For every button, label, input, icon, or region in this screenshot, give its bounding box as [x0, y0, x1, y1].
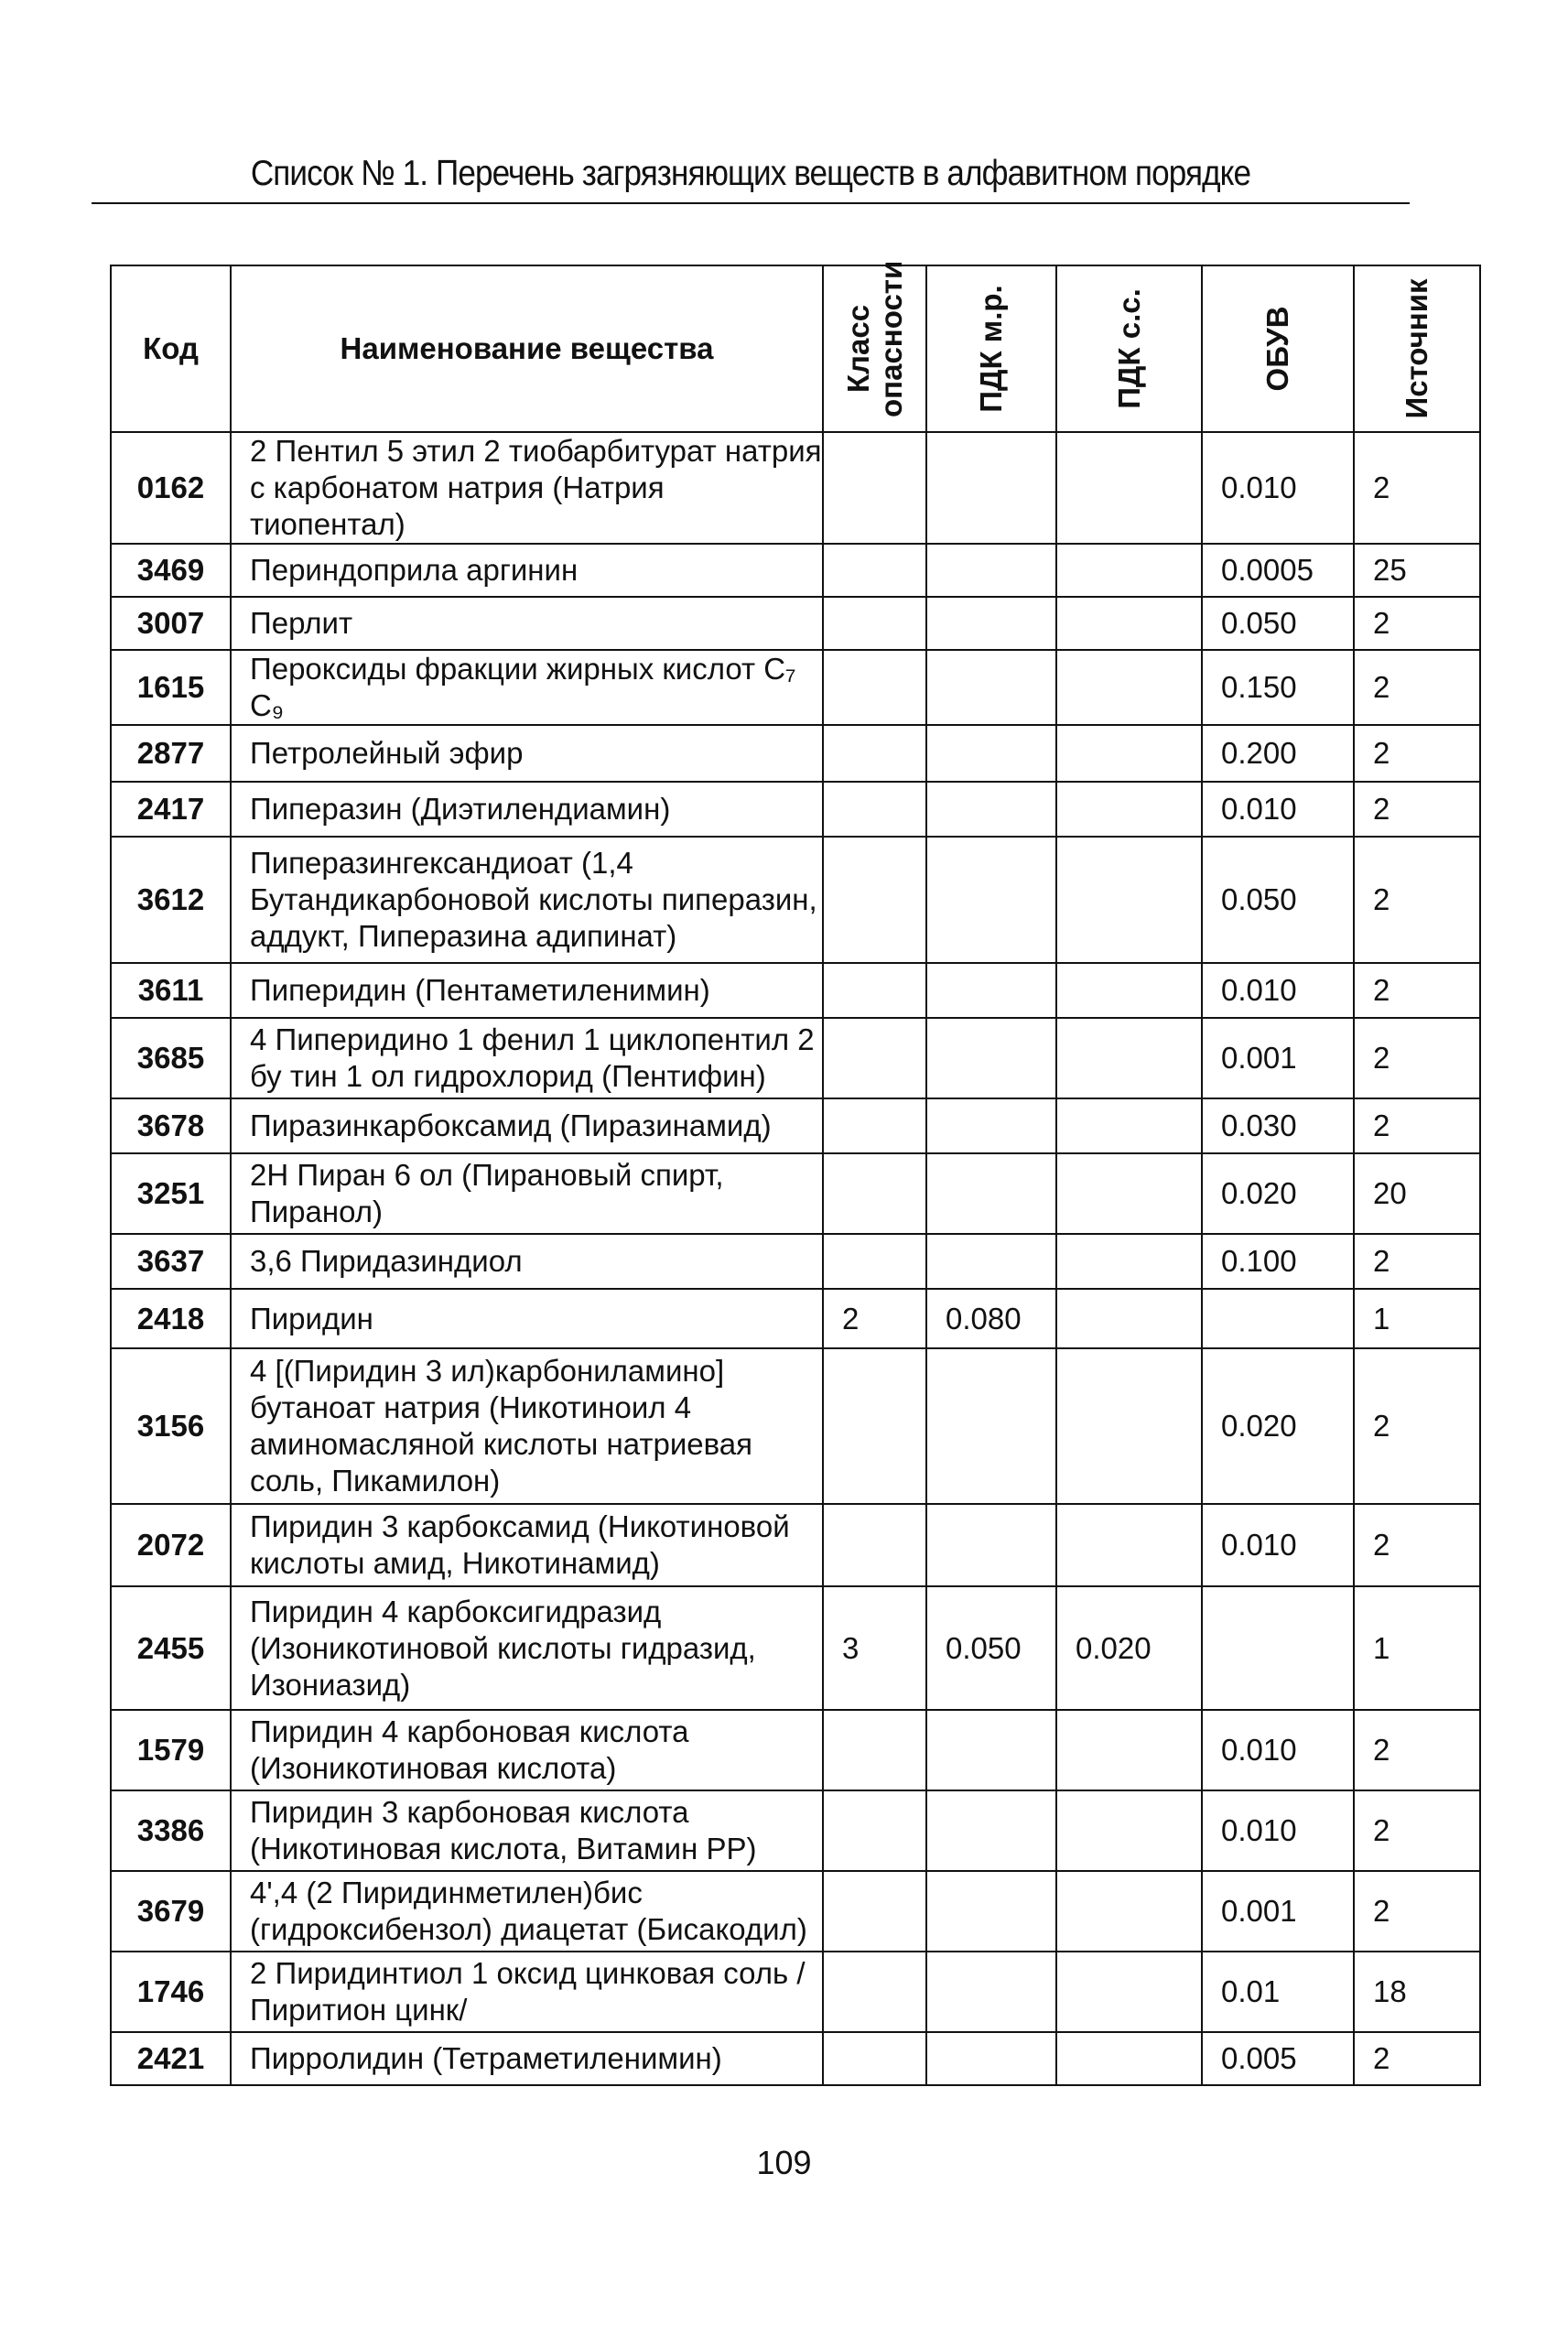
cell-code: 3386 — [111, 1790, 231, 1871]
cell-pdk-mr — [926, 1790, 1056, 1871]
cell-name: Пиридин 4 карбоновая кислота (Изоникотиновая кислота) — [231, 1710, 823, 1790]
cell-source: 1 — [1354, 1289, 1480, 1348]
table-row — [111, 1586, 1480, 1710]
cell-pdk-mr — [926, 1018, 1056, 1098]
cell-source: 2 — [1354, 1018, 1480, 1098]
cell-code: 2418 — [111, 1289, 231, 1348]
cell-code: 3611 — [111, 963, 231, 1018]
cell-hazard-class — [823, 1348, 926, 1504]
table-row — [111, 1234, 1480, 1289]
cell-source: 20 — [1354, 1153, 1480, 1234]
cell-code: 3251 — [111, 1153, 231, 1234]
cell-pdk-ss — [1056, 2032, 1202, 2085]
cell-pdk-mr — [926, 432, 1056, 544]
cell-name: Пиразинкарбоксамид (Пиразинамид) — [231, 1098, 823, 1153]
cell-code: 2421 — [111, 2032, 231, 2085]
cell-pdk-ss — [1056, 1018, 1202, 1098]
cell-code: 3612 — [111, 837, 231, 963]
table-row — [111, 1098, 1480, 1153]
cell-pdk-mr — [926, 650, 1056, 725]
table-row — [111, 963, 1480, 1018]
table-row — [111, 1504, 1480, 1586]
cell-pdk-mr — [926, 782, 1056, 837]
cell-pdk-ss: 0.020 — [1056, 1586, 1202, 1710]
page-number: 109 — [756, 2144, 812, 2181]
cell-hazard-class — [823, 1871, 926, 1952]
cell-source: 2 — [1354, 1504, 1480, 1586]
cell-pdk-ss — [1056, 432, 1202, 544]
cell-obuv: 0.100 — [1202, 1234, 1354, 1289]
header-source — [1354, 265, 1480, 432]
table-row — [111, 1952, 1480, 2032]
cell-pdk-ss — [1056, 650, 1202, 725]
cell-name: Пиридин 3 карбоксамид (Никотиновой кислоты амид, Никотинамид) — [231, 1504, 823, 1586]
cell-name: Пиперазингександиоат (1,4 Бутандикарбоновой кислоты пиперазин, аддукт, Пиперазина адипинат) — [231, 837, 823, 963]
table-row — [111, 782, 1480, 837]
header-obuv — [1202, 265, 1354, 432]
cell-code: 2455 — [111, 1586, 231, 1710]
cell-source: 2 — [1354, 1098, 1480, 1153]
cell-pdk-mr — [926, 1234, 1056, 1289]
cell-code: 2072 — [111, 1504, 231, 1586]
cell-obuv: 0.150 — [1202, 650, 1354, 725]
header-obuv-text: ОБУВ — [1260, 306, 1294, 392]
cell-name: 4 [(Пиридин 3 ил)карбониламино] бутаноат натрия (Никотиноил 4 аминомасляной кислоты натриевая соль, Пикамилон) — [231, 1348, 823, 1504]
table-row — [111, 1348, 1480, 1504]
table-row — [111, 1871, 1480, 1952]
table-row — [111, 2032, 1480, 2085]
table-row — [111, 544, 1480, 597]
cell-obuv: 0.010 — [1202, 1790, 1354, 1871]
cell-source: 2 — [1354, 1710, 1480, 1790]
cell-code: 0162 — [111, 432, 231, 544]
cell-hazard-class — [823, 725, 926, 782]
cell-code: 3685 — [111, 1018, 231, 1098]
cell-source: 1 — [1354, 1586, 1480, 1710]
cell-pdk-ss — [1056, 1710, 1202, 1790]
cell-name: Пиридин 4 карбоксигидразид (Изоникотиновой кислоты гидразид, Изониазид) — [231, 1586, 823, 1710]
cell-name: Петролейный эфир — [231, 725, 823, 782]
cell-hazard-class — [823, 1710, 926, 1790]
cell-source: 2 — [1354, 963, 1480, 1018]
cell-pdk-mr — [926, 1153, 1056, 1234]
cell-code: 3007 — [111, 597, 231, 650]
cell-source: 2 — [1354, 1871, 1480, 1952]
header-pdk-ss-text: ПДК с.с. — [1111, 288, 1146, 409]
cell-hazard-class — [823, 650, 926, 725]
cell-source: 2 — [1354, 2032, 1480, 2085]
table-row — [111, 1289, 1480, 1348]
cell-obuv: 0.01 — [1202, 1952, 1354, 2032]
cell-source: 2 — [1354, 597, 1480, 650]
cell-pdk-ss — [1056, 1348, 1202, 1504]
cell-code: 3637 — [111, 1234, 231, 1289]
cell-code: 3678 — [111, 1098, 231, 1153]
cell-pdk-ss — [1056, 837, 1202, 963]
cell-pdk-ss — [1056, 1504, 1202, 1586]
cell-hazard-class — [823, 1790, 926, 1871]
cell-pdk-ss — [1056, 1098, 1202, 1153]
cell-source: 2 — [1354, 837, 1480, 963]
cell-hazard-class — [823, 1234, 926, 1289]
cell-pdk-mr — [926, 1710, 1056, 1790]
cell-obuv: 0.200 — [1202, 725, 1354, 782]
cell-obuv: 0.030 — [1202, 1098, 1354, 1153]
cell-source: 25 — [1354, 544, 1480, 597]
cell-obuv — [1202, 1586, 1354, 1710]
table-body — [111, 432, 1480, 2085]
cell-obuv — [1202, 1289, 1354, 1348]
cell-obuv: 0.010 — [1202, 782, 1354, 837]
cell-pdk-ss — [1056, 1871, 1202, 1952]
cell-name: 4 Пиперидино 1 фенил 1 циклопентил 2 бу тин 1 ол гидрохлорид (Пентифин) — [231, 1018, 823, 1098]
table-row — [111, 650, 1480, 725]
table-row — [111, 432, 1480, 544]
table-row — [111, 1790, 1480, 1871]
cell-pdk-ss — [1056, 782, 1202, 837]
cell-pdk-mr — [926, 963, 1056, 1018]
cell-pdk-mr — [926, 2032, 1056, 2085]
cell-pdk-ss — [1056, 1952, 1202, 2032]
cell-pdk-ss — [1056, 544, 1202, 597]
cell-hazard-class — [823, 782, 926, 837]
cell-pdk-mr — [926, 1348, 1056, 1504]
cell-pdk-mr: 0.080 — [926, 1289, 1056, 1348]
cell-pdk-mr — [926, 1504, 1056, 1586]
header-hazard-class — [823, 260, 926, 432]
cell-name: Периндоприла аргинин — [231, 544, 823, 597]
cell-source: 2 — [1354, 782, 1480, 837]
cell-obuv: 0.010 — [1202, 1504, 1354, 1586]
cell-code: 3156 — [111, 1348, 231, 1504]
cell-pdk-ss — [1056, 1153, 1202, 1234]
table-header-row — [111, 265, 1480, 432]
cell-obuv: 0.010 — [1202, 1710, 1354, 1790]
cell-hazard-class — [823, 837, 926, 963]
table-row — [111, 1153, 1480, 1234]
cell-code: 1615 — [111, 650, 231, 725]
cell-hazard-class — [823, 1018, 926, 1098]
cell-pdk-mr — [926, 837, 1056, 963]
cell-name: Пиперазин (Диэтилендиамин) — [231, 782, 823, 837]
cell-pdk-mr — [926, 1098, 1056, 1153]
cell-code: 2417 — [111, 782, 231, 837]
cell-code: 1746 — [111, 1952, 231, 2032]
cell-name: 2Н Пиран 6 ол (Пирановый спирт, Пиранол) — [231, 1153, 823, 1234]
cell-name: 3,6 Пиридазиндиол — [231, 1234, 823, 1289]
cell-name: Пиперидин (Пентаметиленимин) — [231, 963, 823, 1018]
cell-name: Пиридин 3 карбоновая кислота (Никотиновая кислота, Витамин РР) — [231, 1790, 823, 1871]
title-rule — [92, 202, 1410, 204]
cell-pdk-mr: 0.050 — [926, 1586, 1056, 1710]
cell-pdk-ss — [1056, 725, 1202, 782]
cell-pdk-ss — [1056, 1289, 1202, 1348]
cell-pdk-mr — [926, 1952, 1056, 2032]
cell-pdk-mr — [926, 597, 1056, 650]
cell-obuv: 0.020 — [1202, 1348, 1354, 1504]
cell-source: 2 — [1354, 1348, 1480, 1504]
table-row — [111, 837, 1480, 963]
cell-obuv: 0.010 — [1202, 432, 1354, 544]
cell-pdk-ss — [1056, 1790, 1202, 1871]
cell-code: 3679 — [111, 1871, 231, 1952]
table-row — [111, 1710, 1480, 1790]
cell-obuv: 0.020 — [1202, 1153, 1354, 1234]
cell-obuv: 0.001 — [1202, 1871, 1354, 1952]
cell-hazard-class — [823, 1153, 926, 1234]
table-row — [111, 597, 1480, 650]
cell-obuv: 0.001 — [1202, 1018, 1354, 1098]
cell-source: 2 — [1354, 725, 1480, 782]
cell-pdk-ss — [1056, 1234, 1202, 1289]
cell-pdk-ss — [1056, 963, 1202, 1018]
cell-source: 2 — [1354, 1234, 1480, 1289]
cell-name: Пирролидин (Тетраметиленимин) — [231, 2032, 823, 2085]
cell-code: 2877 — [111, 725, 231, 782]
table-row — [111, 725, 1480, 782]
cell-source: 18 — [1354, 1952, 1480, 2032]
page-title: Список № 1. Перечень загрязняющих веществ в алфавитном порядке — [250, 154, 1251, 193]
cell-hazard-class — [823, 1504, 926, 1586]
cell-hazard-class: 2 — [823, 1289, 926, 1348]
header-source-text: Источник — [1400, 278, 1433, 419]
table-row — [111, 1018, 1480, 1098]
header-pdk-ss — [1056, 265, 1202, 432]
cell-obuv: 0.010 — [1202, 963, 1354, 1018]
cell-hazard-class — [823, 597, 926, 650]
cell-name: Пиридин — [231, 1289, 823, 1348]
cell-source: 2 — [1354, 1790, 1480, 1871]
cell-name: 2 Пентил 5 этил 2 тиобарбитурат натрия с карбонатом натрия (Натрия тиопентал) — [231, 432, 823, 544]
cell-obuv: 0.0005 — [1202, 544, 1354, 597]
cell-name: Перлит — [231, 597, 823, 650]
header-pdk-mr-text: ПДК м.р. — [974, 285, 1008, 413]
cell-obuv: 0.050 — [1202, 597, 1354, 650]
cell-obuv: 0.050 — [1202, 837, 1354, 963]
cell-hazard-class — [823, 963, 926, 1018]
cell-hazard-class — [823, 544, 926, 597]
cell-hazard-class — [823, 1952, 926, 2032]
cell-source: 2 — [1354, 650, 1480, 725]
cell-name: 2 Пиридинтиол 1 оксид цинковая соль /Пиритион цинк/ — [231, 1952, 823, 2032]
cell-name: 4',4 (2 Пиридинметилен)бис (гидроксибензол) диацетат (Бисакодил) — [231, 1871, 823, 1952]
header-name: Наименование вещества — [231, 265, 823, 432]
cell-name: Пероксиды фракции жирных кислот C₇ C₉ — [231, 650, 823, 725]
cell-pdk-mr — [926, 725, 1056, 782]
cell-pdk-mr — [926, 1871, 1056, 1952]
header-hazard-class-text: Класс опасности — [840, 260, 908, 417]
cell-hazard-class — [823, 1098, 926, 1153]
substances-table — [110, 260, 1481, 2086]
cell-hazard-class — [823, 432, 926, 544]
cell-pdk-mr — [926, 544, 1056, 597]
header-code: Код — [111, 265, 231, 432]
cell-obuv: 0.005 — [1202, 2032, 1354, 2085]
header-pdk-mr — [926, 265, 1056, 432]
cell-source: 2 — [1354, 432, 1480, 544]
cell-hazard-class: 3 — [823, 1586, 926, 1710]
cell-code: 3469 — [111, 544, 231, 597]
cell-hazard-class — [823, 2032, 926, 2085]
cell-code: 1579 — [111, 1710, 231, 1790]
cell-pdk-ss — [1056, 597, 1202, 650]
